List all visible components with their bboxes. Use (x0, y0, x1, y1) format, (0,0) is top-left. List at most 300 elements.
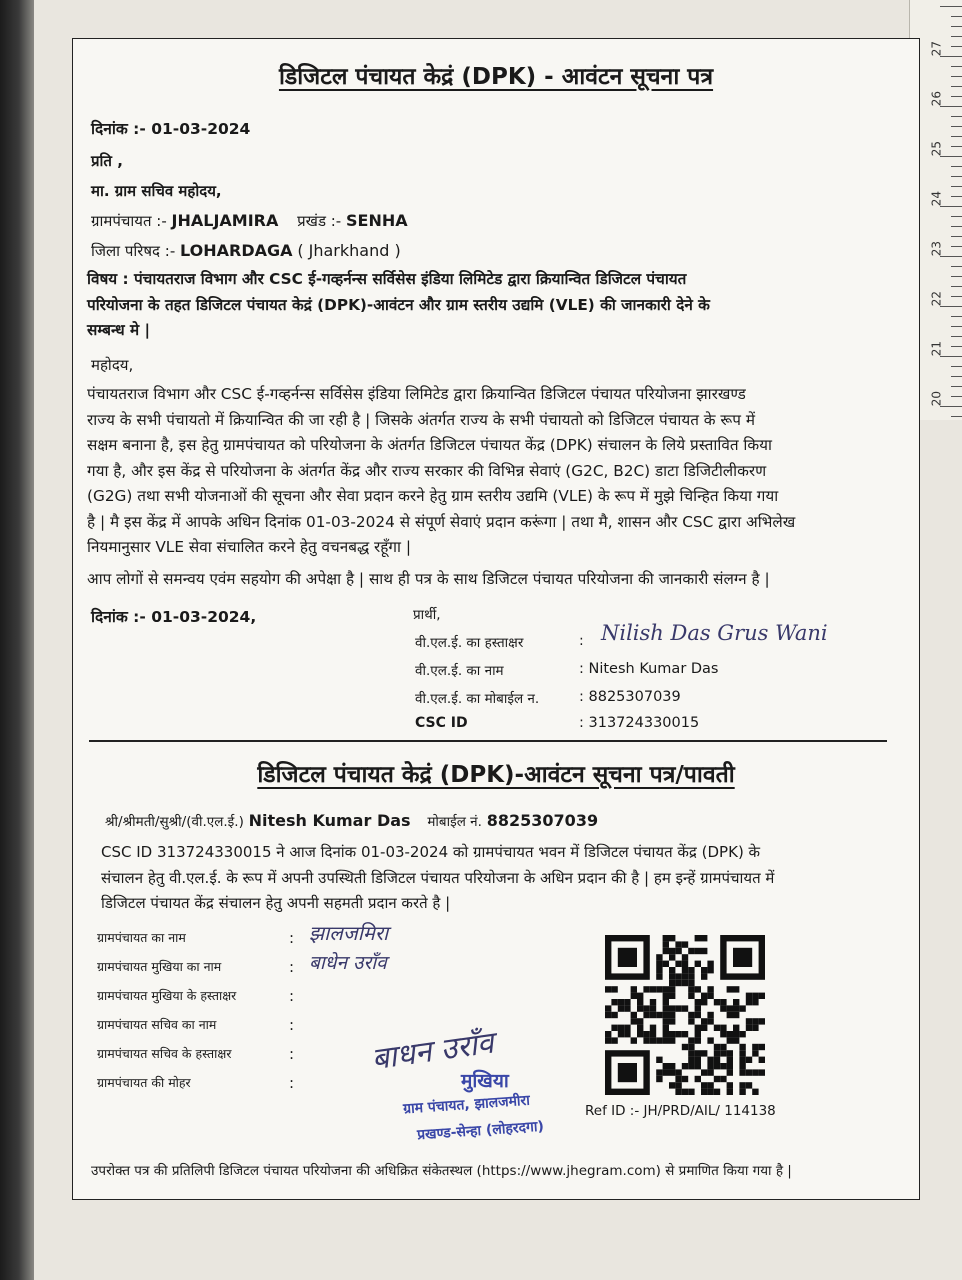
vle-signature: Nilish Das Grus Wani (601, 621, 828, 645)
qr-module (669, 993, 675, 999)
ruler-tick (940, 356, 962, 357)
allotment-letter-sheet (72, 38, 920, 1200)
qr-module (688, 1044, 694, 1050)
ruler-tick (940, 406, 962, 407)
qr-module (695, 986, 701, 992)
ruler-tick (951, 16, 962, 17)
qr-module (707, 1018, 713, 1024)
qr-module (759, 1069, 765, 1075)
ruler-tick (951, 276, 962, 277)
qr-module (695, 1063, 701, 1069)
district-line (91, 241, 401, 261)
receipt-body-line: CSC ID 313724330015 ने आज दिनांक 01-03-2024 को ग्रामपंचायत भवन में डिजिटल पंचायत केंद्र (DPK) के (101, 843, 761, 861)
qr-module (720, 1044, 726, 1050)
ruler-tick (940, 256, 962, 257)
field-label-seal: ग्रामपंचायत की मोहर (97, 1075, 191, 1090)
qr-module (675, 1082, 681, 1088)
qr-module (675, 1089, 681, 1095)
qr-module (669, 1082, 675, 1088)
vle-sign-colon: : (579, 633, 584, 649)
field-label-mukhiya-sign: ग्रामपंचायत मुखिया के हस्ताक्षर (97, 988, 237, 1003)
ruler-tick (951, 296, 962, 297)
field-colon: : (289, 958, 295, 976)
qr-module (714, 999, 720, 1005)
qr-module (746, 1069, 752, 1075)
qr-module (727, 1005, 733, 1011)
mukhiya-signature: बाधन उराँव (369, 1025, 496, 1078)
qr-module (701, 1069, 707, 1075)
qr-module (663, 986, 669, 992)
qr-module (669, 967, 675, 973)
addressee: मा. ग्राम सचिव महोदय, (91, 182, 222, 200)
qr-module (733, 1012, 739, 1018)
qr-module (695, 999, 701, 1005)
qr-module (714, 1076, 720, 1082)
qr-module (739, 1031, 745, 1037)
qr-module (682, 967, 688, 973)
qr-module (611, 1037, 617, 1043)
qr-module (611, 999, 617, 1005)
ruler-tick (940, 6, 962, 7)
closing-line: आप लोगों से समन्वय एवंम सहयोग की अपेक्षा है | साथ ही पत्र के साथ डिजिटल पंचायत परियोजना की जानकारी संलग्न है | (87, 570, 770, 588)
body-line: (G2G) तथा सभी योजनाओं की सूचना और सेवा प्रदान करने हेतु ग्राम स्तरीय उद्यमि (VLE) के रूप में मुझे चिन्हित किया गया (87, 487, 779, 505)
qr-module (688, 1089, 694, 1095)
qr-module (707, 1012, 713, 1018)
ruler-tick (951, 126, 962, 127)
qr-module (707, 986, 713, 992)
ruler-tick (951, 166, 962, 167)
qr-module (631, 1037, 637, 1043)
csc-id-label: CSC ID (415, 715, 468, 731)
qr-module (611, 1025, 617, 1031)
qr-module (643, 1012, 649, 1018)
vle-name-label: वी.एल.ई. का नाम (415, 663, 504, 679)
qr-module (669, 1005, 675, 1011)
qr-module (669, 1018, 675, 1024)
ruler-tick (951, 266, 962, 267)
qr-module (714, 1050, 720, 1056)
qr-module (618, 999, 624, 1005)
qr-module (643, 1005, 649, 1011)
qr-module (675, 1076, 681, 1082)
field-colon: : (289, 1074, 295, 1092)
vle-name: Nitesh Kumar Das (248, 811, 411, 830)
qr-module (605, 1012, 611, 1018)
qr-module (637, 999, 643, 1005)
qr-module (714, 1063, 720, 1069)
subject-line: विषय : पंचायतराज विभाग और CSC ई-गव्हर्नन्स सर्विसेस इंडिया लिमिटेड द्वारा क्रियान्वित डिजिटल पंचायत (87, 270, 687, 288)
field-value-mukhiya-name: बाधेन उराँव (309, 952, 387, 974)
qr-module (688, 1063, 694, 1069)
ruler-number: 27 (929, 41, 943, 57)
qr-module (663, 935, 669, 941)
qr-module (663, 948, 669, 954)
qr-module (752, 1050, 758, 1056)
qr-module (611, 986, 617, 992)
qr-module (707, 993, 713, 999)
ruler-number: 21 (929, 341, 943, 357)
qr-module (707, 967, 713, 973)
qr-module (682, 1076, 688, 1082)
qr-module (746, 999, 752, 1005)
ruler-tick (951, 226, 962, 227)
qr-module (727, 986, 733, 992)
field-label-secretary-sign: ग्रामपंचायत सचिव के हस्ताक्षर (97, 1046, 232, 1061)
qr-module (701, 999, 707, 1005)
qr-module (746, 1025, 752, 1031)
ruler-tick (951, 396, 962, 397)
qr-module (720, 1076, 726, 1082)
qr-module (682, 1031, 688, 1037)
qr-module (695, 1012, 701, 1018)
qr-module (707, 1063, 713, 1069)
prati-text: प्रति , (91, 152, 123, 170)
qr-module (624, 999, 630, 1005)
ruler-tick (951, 236, 962, 237)
qr-module (695, 948, 701, 954)
qr-module (707, 1089, 713, 1095)
qr-module (656, 961, 662, 967)
field-colon: : (289, 1016, 295, 1034)
body-line: राज्य के सभी पंचायतो में क्रियान्वित की जा रही है | जिसके अंतर्गत राज्य के सभी पंचायतो को डिजिटल पंचायत के रूप में (87, 410, 756, 429)
field-value-gp-name: झालजमिरा (309, 921, 389, 945)
qr-module (675, 1031, 681, 1037)
qr-module (739, 1082, 745, 1088)
qr-module (701, 935, 707, 941)
ruler-tick (951, 366, 962, 367)
page-edge-shadow (0, 0, 34, 1280)
qr-module (720, 1025, 726, 1031)
qr-module (656, 1076, 662, 1082)
ruler-tick (951, 26, 962, 27)
qr-module (682, 1044, 688, 1050)
qr-module (650, 986, 656, 992)
qr-module (669, 954, 675, 960)
stamp-title: मुखिया (461, 1070, 509, 1092)
ref-id: Ref ID :- JH/PRD/AIL/ 114138 (585, 1103, 776, 1119)
qr-module (631, 986, 637, 992)
qr-module (707, 1057, 713, 1063)
qr-module (605, 986, 611, 992)
qr-module (682, 1063, 688, 1069)
qr-module (656, 1057, 662, 1063)
qr-module (682, 961, 688, 967)
qr-module (618, 1031, 624, 1037)
qr-module (637, 1018, 643, 1024)
qr-module (650, 1012, 656, 1018)
ruler-number: 24 (929, 191, 943, 207)
qr-module (669, 1063, 675, 1069)
qr-module (618, 1063, 637, 1082)
qr-module (727, 1031, 733, 1037)
qr-module (752, 1069, 758, 1075)
qr-module (688, 967, 694, 973)
qr-module (707, 1037, 713, 1043)
qr-module (752, 1089, 758, 1095)
qr-module (656, 1012, 662, 1018)
qr-module (682, 973, 688, 979)
qr-module (733, 1037, 739, 1043)
qr-module (727, 1012, 733, 1018)
qr-module (650, 1037, 656, 1043)
ruler-tick (951, 246, 962, 247)
gp-value: JHALJAMIRA (171, 211, 279, 230)
ruler-tick (951, 316, 962, 317)
qr-module (675, 961, 681, 967)
qr-module (720, 1031, 726, 1037)
ruler-tick (940, 56, 962, 57)
qr-module (631, 1018, 637, 1024)
qr-module (663, 1012, 669, 1018)
ruler-tick (951, 286, 962, 287)
ruler-tick (951, 416, 962, 417)
qr-module (675, 980, 681, 986)
qr-module (733, 1025, 739, 1031)
qr-module (739, 1069, 745, 1075)
ruler-tick (951, 326, 962, 327)
qr-module (656, 1037, 662, 1043)
qr-module (643, 1031, 649, 1037)
qr-module (727, 1037, 733, 1043)
qr-module (688, 948, 694, 954)
qr-module (695, 1057, 701, 1063)
qr-module (688, 973, 694, 979)
qr-module (663, 993, 669, 999)
qr-module (707, 961, 713, 967)
body-line: पंचायतराज विभाग और CSC ई-गव्हर्नन्स सर्विसेस इंडिया लिमिटेड द्वारा क्रियान्वित डिजिटल पंचायत परियोजना झारखण्ड (87, 385, 746, 403)
qr-module (727, 1057, 733, 1063)
qr-module (695, 1031, 701, 1037)
qr-module (688, 1037, 694, 1043)
vle-name-value: : Nitesh Kumar Das (579, 661, 719, 677)
qr-module (618, 948, 637, 967)
subject-line: परियोजना के तहत डिजिटल पंचायत केद्रं (DPK)-आवंटन और ग्राम स्तरीय उद्यमि (VLE) की जानकारी देने के (87, 295, 710, 314)
qr-module (663, 1025, 669, 1031)
qr-module (695, 1025, 701, 1031)
qr-module (669, 973, 675, 979)
qr-module (650, 1025, 656, 1031)
ruler-tick (951, 76, 962, 77)
qr-module (701, 1082, 707, 1088)
qr-module (707, 1082, 713, 1088)
qr-module (752, 1018, 758, 1024)
body-line: है | मै इस केंद्र में आपके अधिन दिनांक 01-03-2024 से संपूर्ण सेवाएं प्रदान करूंगा | तथा मै, शासन और CSC द्वारा अभिलेख (87, 512, 796, 531)
qr-module (746, 993, 752, 999)
qr-module (663, 999, 669, 1005)
qr-module (650, 1005, 656, 1011)
qr-module (727, 1089, 733, 1095)
qr-module (701, 1018, 707, 1024)
field-label-secretary-name: ग्रामपंचायत सचिव का नाम (97, 1017, 217, 1032)
qr-module (605, 1037, 611, 1043)
block-value: SENHA (346, 211, 408, 230)
qr-code (605, 935, 765, 1095)
qr-module (695, 935, 701, 941)
qr-module (637, 1025, 643, 1031)
qr-module (714, 1089, 720, 1095)
qr-module (759, 1044, 765, 1050)
qr-module (739, 1063, 745, 1069)
qr-module (675, 973, 681, 979)
qr-module (675, 1005, 681, 1011)
qr-module (663, 1037, 669, 1043)
ruler-tick (951, 66, 962, 67)
qr-module (733, 986, 739, 992)
state-value: ( Jharkhand ) (297, 241, 401, 260)
qr-module (746, 1057, 752, 1063)
qr-module (752, 999, 758, 1005)
qr-module (701, 973, 707, 979)
ruler-tick (951, 386, 962, 387)
qr-module (752, 993, 758, 999)
ruler-tick (951, 376, 962, 377)
applicant-label: प्रार्थी, (413, 607, 441, 623)
ruler-tick (951, 346, 962, 347)
vle-mobile-label: वी.एल.ई. का मोबाईल न. (415, 691, 540, 707)
qr-module (688, 993, 694, 999)
qr-module (720, 1063, 726, 1069)
csc-id-value: : 313724330015 (579, 715, 700, 731)
qr-module (739, 1057, 745, 1063)
qr-module (739, 1050, 745, 1056)
qr-module (605, 1031, 611, 1037)
gp-label: ग्रामपंचायत :- (91, 212, 167, 230)
qr-module (714, 1057, 720, 1063)
qr-module (727, 1050, 733, 1056)
qr-module (618, 1025, 624, 1031)
qr-module (752, 1044, 758, 1050)
qr-module (720, 1050, 726, 1056)
stamp-line: ग्राम पंचायत, झालजमीरा (402, 1092, 531, 1118)
qr-module (752, 1025, 758, 1031)
date-line: दिनांक :- 01-03-2024 (91, 120, 251, 138)
qr-module (746, 1018, 752, 1024)
qr-module (701, 993, 707, 999)
qr-module (720, 999, 726, 1005)
subject-paragraph (87, 267, 907, 344)
qr-module (669, 1012, 675, 1018)
district-label: जिला परिषद :- (91, 242, 176, 260)
ruler-tick (951, 116, 962, 117)
ruler-number: 22 (929, 291, 943, 307)
ruler-tick (951, 96, 962, 97)
qr-module (682, 1005, 688, 1011)
qr-module (707, 1069, 713, 1075)
qr-module (656, 986, 662, 992)
qr-module (663, 1069, 669, 1075)
qr-module (695, 1076, 701, 1082)
qr-module (611, 1012, 617, 1018)
ruler-tick (940, 306, 962, 307)
qr-module (656, 973, 662, 979)
qr-module (669, 1069, 675, 1075)
qr-module (624, 1031, 630, 1037)
ruler-tick (951, 136, 962, 137)
date-line-2: दिनांक :- 01-03-2024, (91, 608, 257, 626)
mobile-value: 8825307039 (486, 811, 599, 830)
qr-module (643, 986, 649, 992)
qr-module (759, 1057, 765, 1063)
qr-module (650, 999, 656, 1005)
qr-module (669, 948, 675, 954)
qr-module (675, 948, 681, 954)
qr-module (688, 1057, 694, 1063)
qr-module (663, 1005, 669, 1011)
qr-module (695, 1037, 701, 1043)
field-colon: : (289, 987, 295, 1005)
district-value: LOHARDAGA (180, 241, 293, 260)
stamp-line: प्रखण्ड-सेन्हा (लोहरदगा) (416, 1118, 545, 1144)
receipt-body (101, 840, 901, 917)
qr-module (688, 1012, 694, 1018)
qr-module (669, 935, 675, 941)
body-line: नियमानुसार VLE सेवा संचालित करने हेतु वचनबद्ध रहूँगा | (87, 538, 412, 556)
ruler-tick (951, 86, 962, 87)
qr-module (688, 1050, 694, 1056)
field-colon: : (289, 1045, 295, 1063)
letter-title: डिजिटल पंचायत केद्रं (DPK) - आवंटन सूचना पत्र (278, 64, 714, 90)
qr-module (733, 948, 752, 967)
body-paragraph (87, 382, 907, 561)
ruler-tick (951, 36, 962, 37)
ruler-number: 26 (929, 91, 943, 107)
footer-note: उपरोक्त पत्र की प्रतिलिपी डिजिटल पंचायत परियोजना की अधिक्रित संकेतस्थल (https://www.jhegram.com) से प्रमाणित किया गया है | (91, 1163, 792, 1179)
ruler-number: 20 (929, 391, 943, 407)
body-line: सक्षम बनाना है, इस हेतु ग्रामपंचायत को परियोजना के अंतर्गत डिजिटल पंचायत केंद्र (DPK) संचालन के लिये प्रस्तावित किया (87, 436, 772, 454)
qr-module (682, 980, 688, 986)
qr-module (605, 1005, 611, 1011)
ruler-number: 25 (929, 141, 943, 157)
qr-module (656, 1069, 662, 1075)
qr-module (624, 1025, 630, 1031)
section-divider (89, 740, 887, 742)
qr-module (688, 1018, 694, 1024)
ruler-number: 23 (929, 241, 943, 257)
ruler-tick (940, 206, 962, 207)
field-colon: : (289, 929, 295, 947)
qr-module (701, 967, 707, 973)
qr-module (739, 1044, 745, 1050)
mobile-prefix: मोबाईल नं. (427, 814, 482, 830)
qr-module (739, 1005, 745, 1011)
ruler-tick (951, 146, 962, 147)
receipt-body-line: डिजिटल पंचायत केंद्र संचालन हेतु अपनी सहमती प्रदान करते है | (101, 894, 451, 912)
qr-module (631, 993, 637, 999)
block-label: प्रखंड :- (297, 212, 342, 230)
qr-module (675, 941, 681, 947)
qr-module (739, 1089, 745, 1095)
qr-module (669, 1037, 675, 1043)
qr-module (663, 961, 669, 967)
qr-module (682, 1089, 688, 1095)
qr-module (759, 993, 765, 999)
ruler-tick (940, 106, 962, 107)
receipt-title: डिजिटल पंचायत केद्रं (DPK)-आवंटन सूचना पत्र/पावती (257, 762, 735, 788)
qr-module (637, 1005, 643, 1011)
receipt-body-line: संचालन हेतु वी.एल.ई. के रूप में अपनी उपस्थिती डिजिटल पंचायत परियोजना के अधिन प्रदान की है | हम इन्हें ग्रामपंचायत में (101, 868, 775, 887)
qr-module (624, 1005, 630, 1011)
qr-module (727, 1069, 733, 1075)
qr-module (701, 1050, 707, 1056)
qr-module (733, 1031, 739, 1037)
ruler-tick (951, 196, 962, 197)
ruler-tick (951, 46, 962, 47)
qr-module (733, 1005, 739, 1011)
ruler-tick (951, 336, 962, 337)
qr-module (663, 1063, 669, 1069)
qr-module (682, 954, 688, 960)
qr-module (669, 986, 675, 992)
